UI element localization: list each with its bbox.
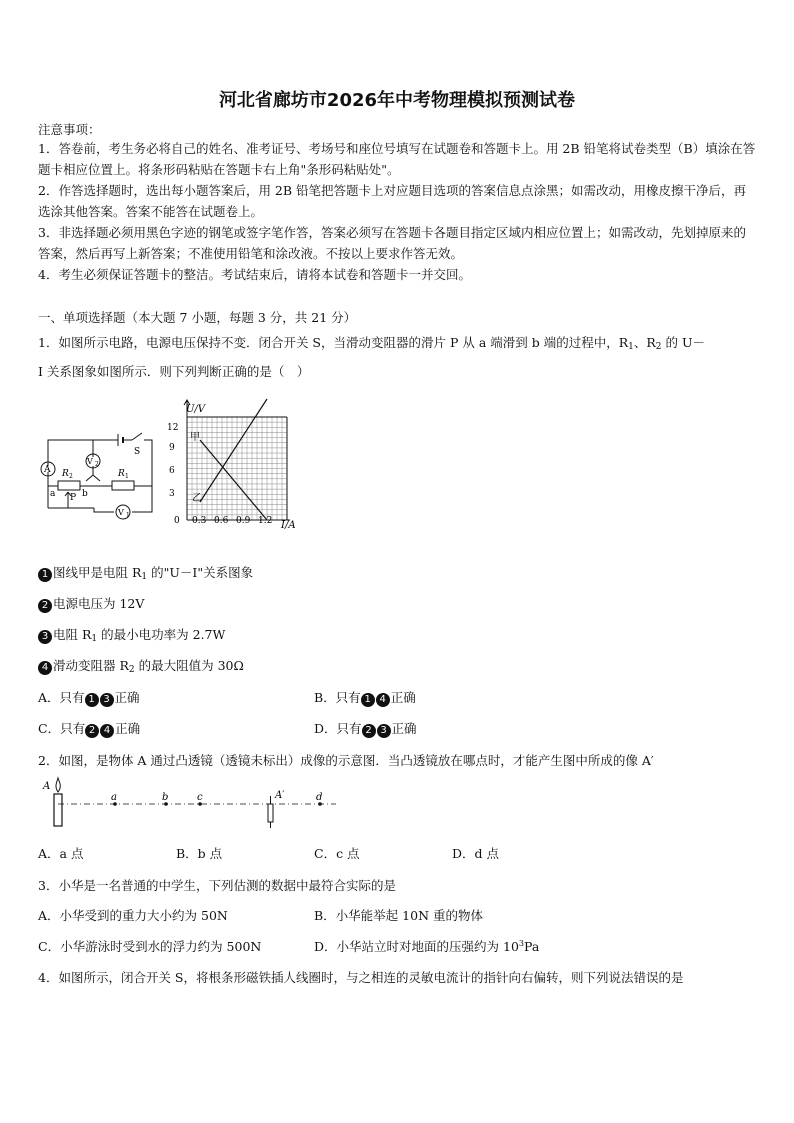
q3-option-b[interactable]: B．小华能举起 10N 重的物体 [314,908,483,923]
notice-item-3: 3．非选择题必须用黑色字迹的钢笔或签字笔作答，答案必须写在答题卡各题目指定区域内相应位置上；如需改动，先划掉原来的答案，然后再写上新答案；不准使用铅笔和涂改液。不按以上要求作答无效。 [38,225,746,261]
svg-text:1: 1 [126,512,130,519]
q3-option-a[interactable]: A．小华受到的重力大小约为 50N [38,908,228,923]
q1-option-a[interactable]: A．只有 1 3 正确 [38,690,140,705]
q1-option-c[interactable]: C．只有 2 4 正确 [38,721,141,736]
x-tick: 1.2 [258,516,273,526]
section-heading: 一、单项选择题（本大题 7 小题，每题 3 分，共 21 分） [38,310,357,325]
x-tick: 0.6 [214,516,229,526]
object-label: A [43,781,51,792]
candle-object [54,794,62,826]
voltmeter-v2-label: V [87,457,93,466]
q1-statement-1: 1 图线甲是电阻 $R_1$ 的"U－I"关系图象 [38,563,253,582]
q4-stem: 4．如图所示，闭合开关 S，将根条形磁铁插人线圈时，与之相连的灵敏电流计的指针向右偏转，则下列说法错误的是 [38,970,684,985]
page-title: 河北省廊坊市2026年中考物理模拟预测试卷 [218,90,576,111]
y-tick: 12 [167,423,179,433]
q2-option-b[interactable]: B．b 点 [176,846,223,861]
q3-option-c[interactable]: C．小华游泳时受到水的浮力约为 500N [38,939,262,954]
q1-stem: 1．如图所示电路，电源电压保持不变．闭合开关 S，当滑动变阻器的滑片 P 从 a 端滑到 b 端的过程中，$R_1$、$R_2$ 的 U－ [38,335,705,352]
q1-ui-graph [164,394,314,534]
svg-text:2: 2 [95,461,99,468]
r2-label: R [62,469,69,479]
notice-heading: 注意事项： [38,122,101,137]
svg-text:2: 2 [69,473,73,480]
point-c-label: c [197,792,203,803]
q2-option-c[interactable]: C．c 点 [314,846,360,861]
q2-option-a[interactable]: A．a 点 [38,846,84,861]
x-tick: 0 [174,516,180,526]
point-b-label: b [162,792,169,803]
y-axis-label: U/V [186,404,206,415]
r1-label: R [118,469,125,479]
switch-label: S [134,447,141,457]
ammeter-label: A [44,465,51,475]
voltmeter-v1-label: V [118,508,124,517]
y-tick: 9 [169,443,175,453]
q3-option-d[interactable]: D．小华站立时对地面的压强约为 $10^3Pa$ [314,938,540,954]
y-tick: 3 [169,489,175,499]
point-a-label: a [111,792,117,803]
slider-label: P [70,493,77,503]
end-a-label: a [50,489,56,499]
candle-image [268,804,273,822]
q2-option-d[interactable]: D．d 点 [452,846,499,861]
q1-statement-3: 3 电阻 $R_1$ 的最小电功率为 2.7W [38,625,225,644]
q1-circuit-diagram [34,430,164,520]
x-axis-label: I/A [281,520,296,531]
q3-stem: 3．小华是一名普通的中学生，下列估测的数据中最符合实际的是 [38,878,396,893]
svg-text:1: 1 [125,473,129,480]
label-yi: 乙 [192,493,202,504]
q1-statement-4: 4 滑动变阻器 $R_2$ 的最大阻值为 30Ω [38,656,244,675]
notice-item-1: 1．答卷前，考生务必将自己的姓名、准考证号、考场号和座位号填写在试题卷和答题卡上。用 2B 铅笔将试卷类型（B）填涂在答题卡相应位置上。将条形码粘贴在答题卡右上角"条形码粘贴处"。 [38,141,756,177]
y-tick: 6 [169,466,175,476]
notice-item-2: 2．作答选择题时，选出每小题答案后，用 2B 铅笔把答题卡上对应题目选项的答案信息点涂黑；如需改动，用橡皮擦干净后，再选涂其他答案。答案不能答在试题卷上。 [38,183,747,219]
label-jia: 甲 [190,432,200,443]
q1-stem-line2: I 关系图象如图所示．则下列判断正确的是（ ） [38,364,310,379]
q2-stem: 2．如图，是物体 A 通过凸透镜（透镜未标出）成像的示意图．当凸透镜放在哪点时，才能产生图中所成的像 A′ [38,753,654,768]
q1-option-d[interactable]: D．只有 2 3 正确 [314,721,417,736]
point-d-label: d [316,792,323,803]
q1-option-b[interactable]: B．只有 1 4 正确 [314,690,416,705]
flame-icon [56,778,60,792]
x-tick: 0.3 [192,516,207,526]
notice-item-4: 4．考生必须保证答题卡的整洁。考试结束后，请将本试卷和答题卡一并交回。 [38,267,471,282]
q1-statement-2: 2 电源电压为 12V [38,594,144,613]
image-label: A′ [275,790,285,801]
q2-lens-diagram [38,776,348,832]
end-b-label: b [82,489,88,499]
x-tick: 0.9 [236,516,251,526]
